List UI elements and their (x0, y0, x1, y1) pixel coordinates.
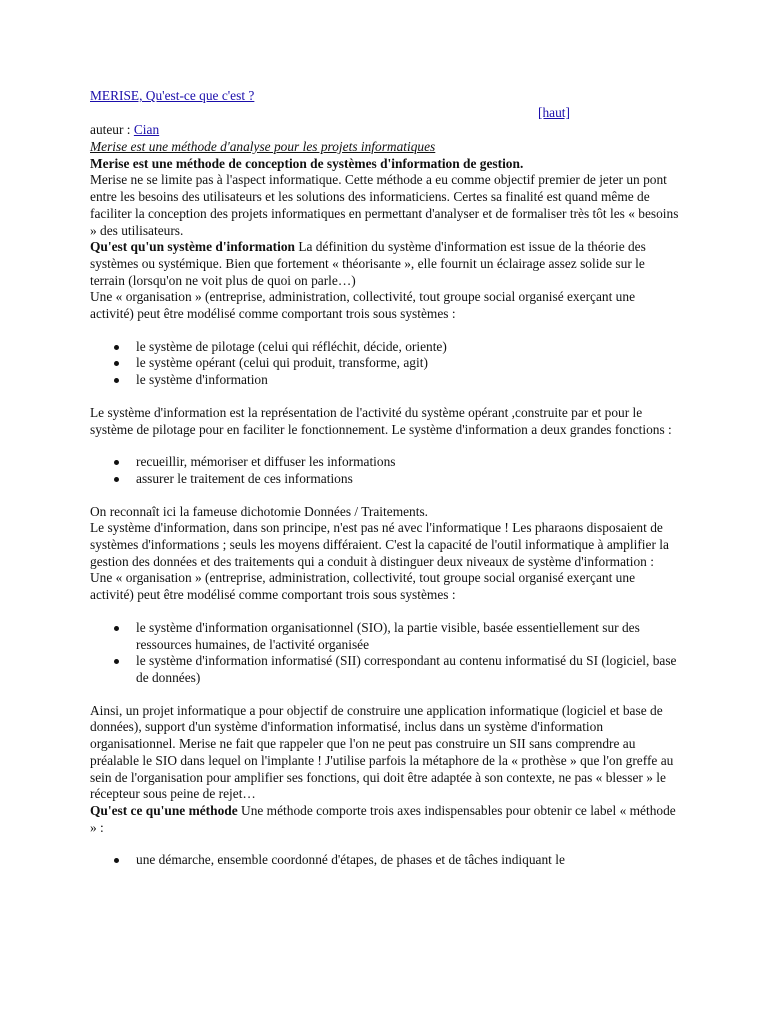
method-axes-list (90, 852, 680, 869)
list-item: le système d'information informatisé (SII) correspondant au contenu informatisé du SI (logiciel, base de données) (136, 653, 680, 686)
subtitle: Merise est une méthode d'analyse pour les projets informatiques (90, 139, 436, 154)
document-page (90, 88, 680, 885)
list-item: le système opérant (celui qui produit, transforme, agit) (136, 355, 680, 372)
list-item: assurer le traitement de ces informations (136, 471, 680, 488)
title-link[interactable]: MERISE, Qu'est-ce que c'est ? (90, 88, 255, 103)
method-heading: Qu'est ce qu'une méthode (90, 802, 238, 818)
list-item: le système d'information (136, 372, 680, 389)
intro-paragraph: Merise ne se limite pas à l'aspect informatique. Cette méthode a eu comme objectif premier de jeter un pont entre les besoins des utilisateurs et les solutions des informaticiens. Certes sa finalité est quand même de faciliter la conception des projets informatiques en permettant d'analyser et de formaliser très tôt les « besoins » des utilisateurs. (90, 172, 679, 238)
si-heading: Qu'est qu'un système d'information (90, 239, 295, 255)
top-link[interactable]: [haut] (538, 105, 570, 120)
author-link[interactable]: Cian (133, 122, 160, 137)
author-line (90, 122, 680, 139)
si-definition-paragraph (90, 239, 680, 289)
dichotomy-paragraph: On reconnaît ici la fameuse dichotomie Données / Traitements. (90, 503, 429, 519)
list-item: une démarche, ensemble coordonné d'étapes, de phases et de tâches indiquant le (136, 852, 680, 869)
si-text: La définition du système d'information est issue de la théorie des systèmes ou systémique. Bien que fortement « théorisante », elle fournit un éclairage assez solide sur le terrain (lorsqu'on ne voit plus de quoi on parle…) (90, 239, 646, 288)
project-paragraph: Ainsi, un projet informatique a pour objectif de construire une application informatique (logiciel et base de données), support d'un système d'information informatisé, inclus dans un système d'information organisationnel. Merise ne fait que rappeler que l'on ne peut pas construire un SII sans comprendre au préalable le SIO dans lequel on l'implante ! J'utilise parfois la métaphore de la « prothèse » que l'on greffe au sein de l'organisation pour amplifier ses fonctions, qui doit être adaptée à son contexte, ne pas « blesser » le récepteur sous peine de rejet… (90, 702, 674, 802)
si-representation-paragraph: Le système d'information est la représentation de l'activité du système opérant ,construite par et pour le système de pilotage pour en faciliter le fonctionnement. Le système d'information a deux grandes fonctions : (90, 404, 672, 437)
author-label: auteur : (90, 122, 134, 137)
list-item: le système de pilotage (celui qui réfléchit, décide, oriente) (136, 339, 680, 356)
method-paragraph (90, 803, 680, 836)
top-link-row (90, 105, 680, 122)
method-text: Une méthode comporte trois axes indispensables pour obtenir ce label « méthode » : (90, 802, 676, 835)
intro-heading: Merise est une méthode de conception de systèmes d'information de gestion. (90, 155, 524, 171)
subsystems-list (90, 339, 680, 389)
history-paragraph: Le système d'information, dans son principe, n'est pas né avec l'informatique ! Les pharaons disposaient de systèmes d'informations ; seuls les moyens différaient. C'est la capacité de l'outil informatique à amplifier la gestion des données et des traitements qui a conduit à distinguer deux niveaux de système d'information : (90, 520, 669, 569)
functions-list (90, 454, 680, 487)
list-item: recueillir, mémoriser et diffuser les informations (136, 454, 680, 471)
si-levels-list (90, 620, 680, 687)
list-item: le système d'information organisationnel (SIO), la partie visible, basée essentiellement sur des ressources humaines, de l'activité organisée (136, 620, 680, 653)
organisation-paragraph-1: Une « organisation » (entreprise, administration, collectivité, tout groupe social organisé exerçant une activité) peut être modélisé comme comportant trois sous systèmes : (90, 289, 636, 322)
organisation-paragraph-2: Une « organisation » (entreprise, administration, collectivité, tout groupe social organisé exerçant une activité) peut être modélisé comme comportant trois sous systèmes : (90, 570, 636, 603)
